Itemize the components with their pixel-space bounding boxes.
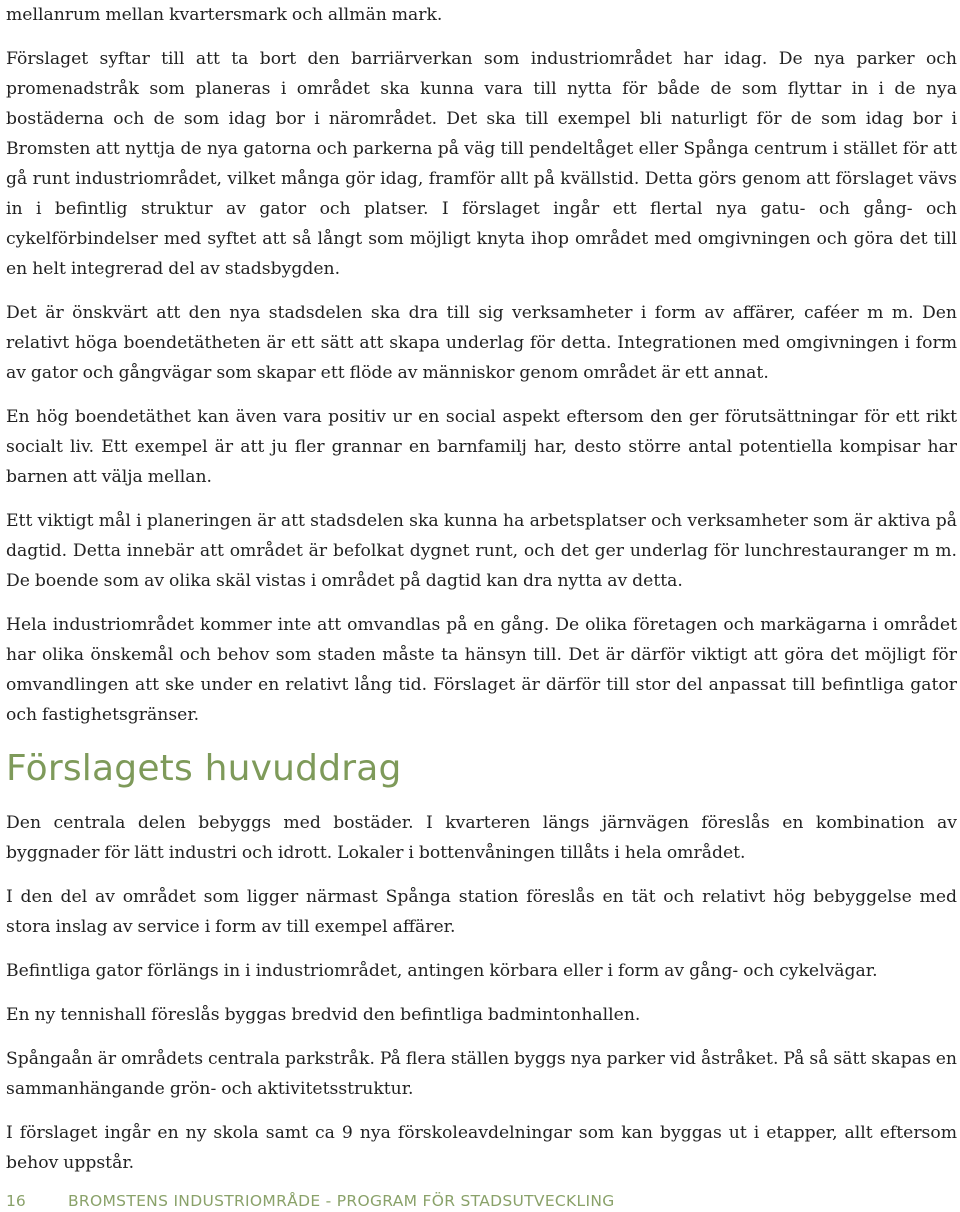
- paragraph: Den centrala delen bebyggs med bostäder. I kvarteren längs järnvägen föreslås en kombination av byggnader för lätt industri och idrott. Lokaler i bottenvåningen tillåts i hela området.: [6, 813, 957, 863]
- paragraph: mellanrum mellan kvartersmark och allmän mark.: [6, 5, 443, 25]
- paragraph: En ny tennishall föreslås byggas bredvid den befintliga badmintonhallen.: [6, 1005, 641, 1025]
- paragraph-gap: [6, 596, 957, 610]
- paragraph: Spångaån är områdets centrala parkstråk. På flera ställen byggs nya parker vid åstråket. På så sätt skapas en sammanhängande grön- och aktivitetsstruktur.: [6, 1049, 958, 1099]
- document-page: [6, 0, 957, 1178]
- document-title: BROMSTENS INDUSTRIOMRÅDE - PROGRAM FÖR STADSUTVECKLING: [68, 1192, 615, 1210]
- paragraph-gap: [6, 284, 957, 298]
- paragraph: Ett viktigt mål i planeringen är att stadsdelen ska kunna ha arbetsplatser och verksamheter som är aktiva på dagtid. Detta innebär att området är befolkat dygnet runt, och det ger underlag för lunchrestauranger m m. De boende som av olika skäl vistas i området på dagtid kan dra nytta av detta.: [6, 511, 957, 591]
- paragraph: Befintliga gator förlängs in i industriområdet, antingen körbara eller i form av gång- och cykelvägar.: [6, 961, 878, 981]
- paragraph-gap: [6, 1030, 957, 1044]
- page-number: 16: [6, 1192, 26, 1210]
- paragraph: Hela industriområdet kommer inte att omvandlas på en gång. De olika företagen och markägarna i området har olika önskemål och behov som staden måste ta hänsyn till. Det är därför viktigt att göra det möjligt för omvandlingen att ske under en relativt lång tid. Förslaget är därför till stor del anpassat till befintliga gator och fastighetsgränser.: [6, 615, 957, 725]
- paragraph: Det är önskvärt att den nya stadsdelen ska dra till sig verksamheter i form av affärer, caféer m m. Den relativt höga boendetätheten är ett sätt att skapa underlag för detta. Integrationen med omgivningen i form av gator och gångvägar som skapar ett flöde av människor genom området är ett annat.: [6, 303, 957, 383]
- paragraph-gap: [6, 30, 957, 44]
- paragraph-gap: [6, 388, 957, 402]
- paragraph: Förslaget syftar till att ta bort den barriärverkan som industriområdet har idag. De nya parker och promenadstråk som planeras i området ska kunna vara till nytta för både de som flyttar in i de nya bostäderna och de som idag bor i närområdet. Det ska till exempel bli naturligt för de som idag bor i Bromsten att nyttja de nya gatorna och parkerna på väg till pendeltåget eller Spånga centrum i stället för att gå runt industriområdet, vilket många gör idag, framför allt på kvällstid. Detta görs genom att förslaget vävs in i befintlig struktur av gator och platser. I förslaget ingår ett flertal nya gatu- och gång- och cykelförbindelser med syftet att så långt som möjligt knyta ihop området med omgivningen och göra det till en helt integrerad del av stadsbygden.: [6, 49, 957, 279]
- paragraph-gap: [6, 492, 957, 506]
- paragraph: I den del av området som ligger närmast Spånga station föreslås en tät och relativt hög bebyggelse med stora inslag av service i form av till exempel affärer.: [6, 887, 957, 937]
- paragraph-gap: [6, 986, 957, 1000]
- paragraph-gap: [6, 942, 957, 956]
- paragraph: I förslaget ingår en ny skola samt ca 9 nya förskoleavdelningar som kan byggas ut i etapper, allt eftersom behov uppstår.: [6, 1123, 957, 1173]
- section-heading: Förslagets huvuddrag: [6, 748, 402, 789]
- page-footer: [6, 1190, 946, 1212]
- paragraph-gap: [6, 868, 957, 882]
- paragraph-gap: [6, 1104, 957, 1118]
- paragraph: En hög boendetäthet kan även vara positiv ur en social aspekt eftersom den ger förutsättningar för ett rikt socialt liv. Ett exempel är att ju fler grannar en barnfamilj har, desto större antal potentiella kompisar har barnen att välja mellan.: [6, 407, 957, 487]
